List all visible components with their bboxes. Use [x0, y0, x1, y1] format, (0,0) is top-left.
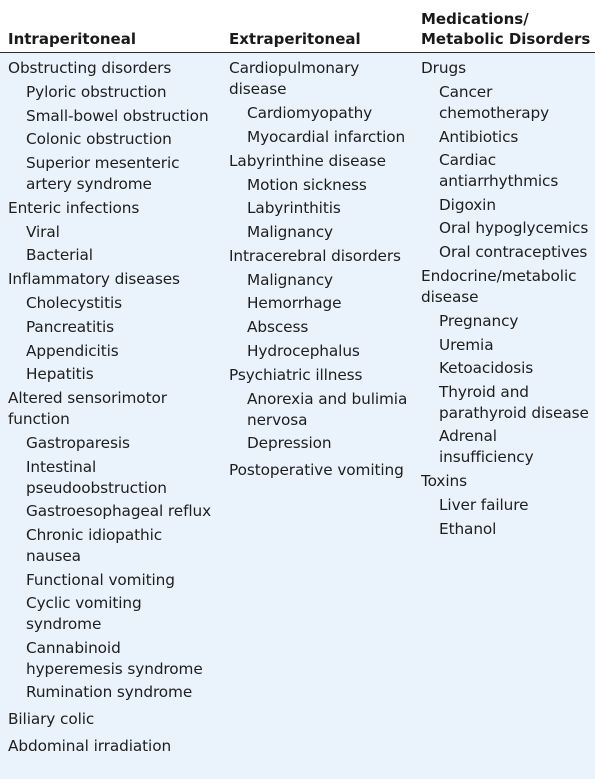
list-item-line: Thyroid and: [439, 382, 529, 401]
category-group: [421, 471, 593, 540]
category-group: [8, 269, 223, 385]
category-title-line: Intracerebral disorders: [229, 246, 401, 265]
list-item: [8, 457, 223, 499]
category-title: [8, 58, 223, 79]
category-title: [8, 709, 223, 730]
category-group: [229, 365, 417, 455]
list-item-line: parathyroid disease: [439, 403, 589, 422]
list-item: [229, 175, 417, 196]
list-item-line: Motion sickness: [247, 175, 367, 194]
category-title-line: Abdominal irradiation: [8, 737, 172, 756]
list-item-line: Appendicitis: [26, 341, 119, 360]
list-item-line: Chronic idiopathic: [26, 525, 163, 544]
list-item-line: Ketoacidosis: [439, 359, 534, 378]
category-title: [229, 460, 417, 481]
list-item-line: Hemorrhage: [247, 294, 342, 313]
category-group: [229, 151, 417, 243]
category-group: [8, 58, 223, 195]
list-item-line: Rumination syndrome: [26, 683, 193, 702]
list-item-line: hyperemesis syndrome: [26, 659, 203, 678]
list-item-line: pseudoobstruction: [26, 478, 167, 497]
list-item-line: Pregnancy: [439, 311, 519, 330]
list-item: [8, 129, 223, 150]
column-intraperitoneal: [8, 53, 223, 757]
list-item-line: Pyloric obstruction: [26, 83, 167, 101]
list-item-line: Oral hypoglycemics: [439, 219, 589, 238]
list-item-line: Liver failure: [439, 496, 529, 515]
list-item-line: Viral: [26, 222, 60, 241]
list-item: [421, 426, 593, 468]
list-item-line: Abscess: [247, 317, 309, 336]
category-group: [229, 246, 417, 362]
list-item-line: insufficiency: [439, 448, 534, 467]
list-item-line: Antibiotics: [439, 127, 519, 146]
list-item: [421, 242, 593, 263]
list-item: [8, 106, 223, 127]
list-item: [8, 293, 223, 314]
list-item: [421, 335, 593, 356]
list-item: [8, 222, 223, 243]
list-item-line: Intestinal: [26, 457, 97, 476]
list-item: [8, 364, 223, 385]
list-item-line: Oral contraceptives: [439, 242, 588, 261]
category-group: [8, 198, 223, 267]
list-item-line: artery syndrome: [26, 174, 152, 193]
list-item: [229, 293, 417, 314]
list-item-line: Gastroesophageal reflux: [26, 502, 212, 521]
list-item-line: Functional vomiting: [26, 570, 175, 589]
category-title-line: Endocrine/metabolic: [421, 266, 577, 285]
category-title: [229, 151, 417, 172]
list-item: [229, 341, 417, 362]
category-group: [8, 736, 223, 757]
list-item-line: Cholecystitis: [26, 294, 122, 313]
category-title-line: Psychiatric illness: [229, 365, 363, 384]
list-item-line: Cardiac: [439, 151, 497, 170]
list-item: [229, 222, 417, 243]
list-item: [421, 150, 593, 192]
list-item-line: syndrome: [26, 615, 102, 634]
list-item-line: nervosa: [247, 410, 308, 429]
list-item-line: Labyrinthitis: [247, 199, 341, 218]
header-extraperitoneal: Extraperitoneal: [229, 30, 361, 48]
list-item-line: nausea: [26, 546, 81, 565]
category-title-line: Obstructing disorders: [8, 59, 172, 77]
list-item-line: Colonic obstruction: [26, 130, 172, 149]
category-title-line: Toxins: [421, 472, 467, 491]
category-title: [421, 58, 593, 79]
header-line: Medications/: [421, 10, 529, 28]
list-item: [229, 389, 417, 431]
list-item-line: Pancreatitis: [26, 317, 115, 336]
table-header: [0, 0, 595, 53]
category-title-line: Drugs: [421, 59, 466, 77]
column-medications-metabolic: [421, 53, 593, 540]
category-title: [421, 266, 593, 308]
category-title: [8, 388, 223, 430]
category-group: [229, 58, 417, 148]
category-title-line: Inflammatory diseases: [8, 270, 180, 289]
category-group: [421, 266, 593, 468]
list-item-line: Anorexia and bulimia: [247, 389, 408, 408]
category-title: [229, 365, 417, 386]
list-item: [8, 317, 223, 338]
list-item-line: Bacterial: [26, 246, 93, 265]
header-line: Metabolic Disorders: [421, 30, 591, 48]
list-item: [8, 82, 223, 103]
category-title: [229, 246, 417, 267]
list-item-line: Hepatitis: [26, 365, 94, 384]
list-item: [8, 638, 223, 680]
list-item: [229, 127, 417, 148]
list-item-line: Ethanol: [439, 519, 497, 538]
category-title: [229, 58, 417, 100]
category-title-line: Postoperative vomiting: [229, 461, 404, 480]
list-item: [421, 382, 593, 424]
list-item-line: Malignancy: [247, 222, 334, 241]
list-item: [421, 495, 593, 516]
list-item: [229, 103, 417, 124]
list-item: [229, 270, 417, 291]
category-title-line: Cardiopulmonary: [229, 59, 360, 77]
list-item: [229, 433, 417, 454]
category-group: [421, 58, 593, 263]
list-item: [421, 127, 593, 148]
list-item-line: Cannabinoid: [26, 638, 121, 657]
list-item-line: Gastroparesis: [26, 434, 130, 453]
list-item: [8, 525, 223, 567]
category-title-line: Biliary colic: [8, 710, 95, 729]
category-title-line: disease: [229, 80, 287, 98]
category-title: [8, 269, 223, 290]
header-medications-metabolic: [421, 9, 590, 49]
list-item-line: Digoxin: [439, 195, 496, 214]
category-group: [8, 709, 223, 730]
list-item-line: Adrenal: [439, 427, 497, 446]
category-title-line: Labyrinthine disease: [229, 151, 386, 170]
list-item: [8, 682, 223, 703]
category-title-line: Altered sensorimotor: [8, 389, 167, 408]
list-item: [8, 593, 223, 635]
list-item: [8, 341, 223, 362]
list-item: [229, 198, 417, 219]
list-item: [8, 570, 223, 591]
category-title-line: Enteric infections: [8, 198, 140, 217]
list-item: [421, 358, 593, 379]
list-item-line: Myocardial infarction: [247, 127, 406, 146]
list-item: [8, 245, 223, 266]
category-group: [8, 388, 223, 703]
list-item: [229, 317, 417, 338]
column-extraperitoneal: [229, 53, 417, 481]
list-item-line: Cyclic vomiting: [26, 594, 142, 613]
category-group: [229, 460, 417, 481]
list-item: [421, 218, 593, 239]
list-item-line: antiarrhythmics: [439, 172, 559, 191]
list-item-line: Uremia: [439, 335, 494, 354]
category-title-line: disease: [421, 287, 479, 306]
category-title: [8, 198, 223, 219]
header-intraperitoneal: Intraperitoneal: [8, 30, 136, 48]
list-item: [421, 519, 593, 540]
list-item: [421, 195, 593, 216]
list-item-line: Depression: [247, 434, 332, 453]
list-item: [421, 82, 593, 124]
list-item-line: Small-bowel obstruction: [26, 106, 209, 125]
category-title-line: function: [8, 410, 70, 429]
list-item-line: Cancer: [439, 83, 493, 101]
category-title: [421, 471, 593, 492]
list-item: [8, 153, 223, 195]
list-item: [421, 311, 593, 332]
list-item: [8, 501, 223, 522]
list-item: [8, 433, 223, 454]
list-item-line: Hydrocephalus: [247, 341, 360, 360]
category-title: [8, 736, 223, 757]
list-item-line: Superior mesenteric: [26, 153, 180, 172]
list-item-line: Malignancy: [247, 270, 334, 289]
list-item-line: chemotherapy: [439, 104, 550, 122]
list-item-line: Cardiomyopathy: [247, 104, 373, 122]
